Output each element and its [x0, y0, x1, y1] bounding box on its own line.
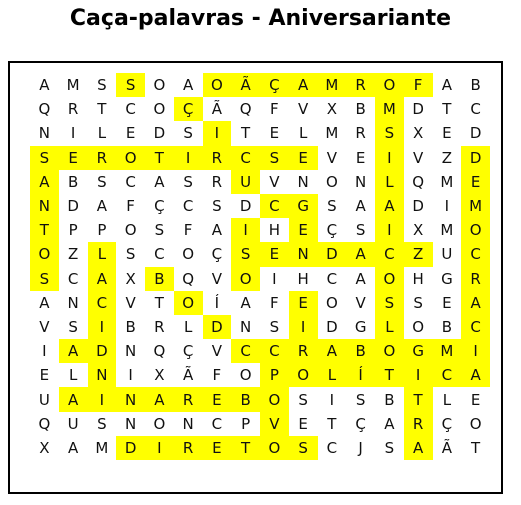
grid-cell[interactable]: M	[95, 438, 109, 457]
grid-cell[interactable]: O	[231, 267, 260, 291]
grid-cell[interactable]: L	[68, 366, 78, 385]
grid-cell[interactable]: M	[66, 76, 80, 95]
grid-cell[interactable]: O	[461, 218, 490, 242]
grid-cell[interactable]: Q	[38, 414, 51, 433]
grid-cell[interactable]: T	[154, 293, 164, 312]
grid-cell[interactable]: A	[59, 387, 88, 411]
grid-cell[interactable]: V	[355, 293, 366, 312]
grid-cell[interactable]: C	[326, 269, 338, 288]
grid-cell[interactable]: C	[433, 363, 462, 387]
grid-cell[interactable]: B	[346, 339, 375, 363]
grid-cell[interactable]: N	[182, 414, 194, 433]
grid-cell[interactable]: D	[239, 197, 252, 216]
grid-cell[interactable]: C	[67, 269, 79, 288]
grid-cell[interactable]: I	[145, 436, 174, 460]
grid-cell[interactable]: Q	[412, 172, 425, 191]
grid-cell[interactable]: F	[270, 100, 279, 119]
grid-cell[interactable]: H	[268, 221, 281, 240]
grid-cell[interactable]: O	[116, 146, 145, 170]
grid-cell[interactable]: O	[469, 414, 482, 433]
grid-cell[interactable]: I	[88, 387, 117, 411]
grid-cell[interactable]: I	[461, 339, 490, 363]
grid-cell[interactable]: A	[355, 269, 366, 288]
grid-cell[interactable]: F	[212, 366, 222, 385]
grid-cell[interactable]: X	[412, 124, 424, 143]
grid-cell[interactable]: A	[346, 242, 375, 266]
grid-cell[interactable]: L	[375, 170, 404, 194]
grid-cell[interactable]: Í	[346, 363, 375, 387]
grid-cell[interactable]: Z	[404, 242, 433, 266]
grid-cell[interactable]: S	[116, 73, 145, 97]
grid-cell[interactable]: T	[231, 436, 260, 460]
grid-cell[interactable]: I	[329, 390, 335, 409]
grid-cell[interactable]: E	[355, 148, 366, 167]
grid-cell[interactable]: Q	[239, 100, 252, 119]
letter-grid	[30, 73, 490, 484]
grid-cell[interactable]: Í	[214, 293, 220, 312]
grid-cell[interactable]: O	[260, 387, 289, 411]
grid-cell[interactable]: M	[325, 124, 339, 143]
grid-cell[interactable]: E	[203, 436, 232, 460]
grid-cell[interactable]: M	[461, 194, 490, 218]
grid-cell[interactable]: V	[39, 317, 50, 336]
grid-cell[interactable]: I	[174, 146, 203, 170]
grid-cell[interactable]: V	[211, 269, 222, 288]
grid-cell[interactable]: M	[440, 172, 454, 191]
grid-cell[interactable]: P	[97, 221, 107, 240]
grid-cell[interactable]: C	[211, 414, 223, 433]
grid-cell[interactable]: B	[67, 172, 79, 191]
grid-cell[interactable]: V	[297, 100, 309, 119]
grid-cell[interactable]: S	[413, 293, 423, 312]
grid-cell[interactable]: U	[38, 390, 50, 409]
grid-cell[interactable]: O	[153, 414, 166, 433]
grid-cell[interactable]: G	[289, 194, 318, 218]
grid-cell[interactable]: L	[318, 363, 347, 387]
grid-cell[interactable]: A	[145, 387, 174, 411]
grid-cell[interactable]: A	[375, 194, 404, 218]
grid-cell[interactable]: B	[384, 390, 395, 409]
grid-cell[interactable]: L	[298, 124, 308, 143]
grid-cell[interactable]: X	[39, 438, 50, 457]
grid-cell[interactable]: X	[154, 366, 165, 385]
grid-cell[interactable]: F	[404, 73, 433, 97]
page-title: Caça-palavras - Aniversariante	[69, 6, 452, 31]
grid-cell[interactable]: Ã	[211, 100, 222, 119]
grid-cell[interactable]: C	[88, 291, 117, 315]
grid-cell[interactable]: S	[298, 390, 308, 409]
grid-cell[interactable]: S	[327, 197, 337, 216]
grid-cell[interactable]: G	[354, 317, 367, 336]
grid-cell[interactable]: C	[470, 100, 481, 119]
grid-cell[interactable]: C	[125, 100, 136, 119]
grid-cell[interactable]: D	[318, 242, 347, 266]
grid-cell[interactable]: I	[128, 366, 133, 385]
grid-cell[interactable]: Ç	[182, 342, 194, 361]
grid-cell[interactable]: D	[412, 197, 424, 216]
grid-cell[interactable]: V	[269, 172, 280, 191]
grid-cell[interactable]: J	[358, 438, 363, 457]
grid-cell[interactable]: O	[412, 317, 425, 336]
grid-cell[interactable]: N	[67, 293, 79, 312]
grid-cell[interactable]: T	[404, 387, 433, 411]
grid-cell[interactable]: Z	[67, 245, 79, 264]
grid-cell[interactable]: A	[211, 221, 222, 240]
grid-cell[interactable]: E	[289, 146, 318, 170]
grid-cell[interactable]: R	[174, 387, 203, 411]
grid-cell[interactable]: O	[325, 293, 338, 312]
grid-cell[interactable]: V	[260, 412, 289, 436]
grid-cell[interactable]: Ç	[211, 245, 223, 264]
grid-cell[interactable]: T	[442, 100, 452, 119]
grid-cell[interactable]: A	[289, 73, 318, 97]
grid-cell[interactable]: A	[67, 438, 79, 457]
grid-cell[interactable]: E	[442, 124, 452, 143]
grid-cell[interactable]: Ç	[174, 97, 203, 121]
grid-cell[interactable]: C	[231, 146, 260, 170]
grid-cell[interactable]: S	[183, 172, 193, 191]
grid-cell[interactable]: Ç	[154, 197, 165, 216]
grid-cell[interactable]: N	[30, 194, 59, 218]
grid-cell[interactable]: I	[404, 363, 433, 387]
grid-cell[interactable]: C	[231, 339, 260, 363]
grid-cell[interactable]: S	[375, 121, 404, 145]
grid-cell[interactable]: F	[183, 221, 193, 240]
grid-cell[interactable]: H	[412, 269, 424, 288]
grid-cell[interactable]: P	[68, 221, 78, 240]
grid-cell[interactable]: S	[212, 197, 222, 216]
grid-cell[interactable]: C	[260, 339, 289, 363]
grid-cell[interactable]: E	[298, 414, 308, 433]
grid-cell[interactable]: H	[297, 269, 309, 288]
grid-cell[interactable]: E	[470, 390, 481, 409]
grid-cell[interactable]: X	[412, 221, 424, 240]
grid-cell[interactable]: N	[289, 242, 318, 266]
grid-cell[interactable]: B	[231, 387, 260, 411]
grid-cell[interactable]: S	[384, 438, 395, 457]
grid-cell[interactable]: C	[125, 172, 136, 191]
grid-cell[interactable]: L	[442, 390, 452, 409]
grid-cell[interactable]: C	[461, 315, 490, 339]
grid-cell[interactable]: S	[289, 436, 318, 460]
grid-cell[interactable]: O	[124, 221, 137, 240]
grid-cell[interactable]: A	[441, 76, 452, 95]
grid-cell[interactable]: E	[461, 170, 490, 194]
grid-cell[interactable]: V	[412, 148, 424, 167]
grid-cell[interactable]: S	[154, 221, 165, 240]
grid-cell[interactable]: S	[231, 242, 260, 266]
grid-cell[interactable]: S	[97, 76, 107, 95]
grid-cell[interactable]: D	[67, 197, 79, 216]
grid-cell[interactable]: R	[67, 100, 79, 119]
grid-cell[interactable]: I	[203, 121, 232, 145]
grid-cell[interactable]: S	[355, 390, 366, 409]
grid-cell[interactable]: I	[42, 342, 47, 361]
grid-cell[interactable]: F	[126, 197, 135, 216]
grid-cell[interactable]: S	[68, 317, 78, 336]
grid-cell[interactable]: T	[471, 438, 481, 457]
grid-cell[interactable]: R	[88, 146, 117, 170]
grid-cell[interactable]: S	[183, 124, 193, 143]
grid-cell[interactable]: B	[125, 317, 136, 336]
grid-cell[interactable]: E	[125, 124, 136, 143]
grid-cell[interactable]: A	[30, 170, 59, 194]
grid-cell[interactable]: O	[203, 73, 232, 97]
grid-cell[interactable]: L	[183, 317, 193, 336]
grid-cell[interactable]: P	[260, 363, 289, 387]
grid-cell[interactable]: V	[125, 293, 136, 312]
grid-cell[interactable]: E	[289, 291, 318, 315]
grid-cell[interactable]: Ç	[441, 414, 453, 433]
grid-cell[interactable]: Q	[153, 342, 166, 361]
grid-cell[interactable]: Ç	[260, 73, 289, 97]
grid-cell[interactable]: S	[355, 221, 366, 240]
grid-cell[interactable]: R	[346, 73, 375, 97]
grid-cell[interactable]: D	[461, 146, 490, 170]
grid-cell[interactable]: V	[211, 342, 222, 361]
grid-cell[interactable]: G	[441, 269, 453, 288]
grid-cell[interactable]: L	[97, 124, 107, 143]
grid-cell[interactable]: Ç	[326, 221, 338, 240]
grid-cell[interactable]: A	[461, 363, 490, 387]
grid-cell[interactable]: N	[240, 317, 252, 336]
grid-cell[interactable]: I	[231, 218, 260, 242]
grid-cell[interactable]: B	[145, 267, 174, 291]
grid-cell[interactable]: B	[355, 100, 366, 119]
grid-cell[interactable]: D	[412, 100, 424, 119]
grid-cell[interactable]: T	[327, 414, 337, 433]
grid-cell[interactable]: M	[433, 339, 462, 363]
grid-cell[interactable]: S	[125, 245, 136, 264]
grid-cell[interactable]: A	[39, 76, 50, 95]
grid-cell[interactable]: I	[375, 218, 404, 242]
grid-cell[interactable]: Ã	[182, 366, 194, 385]
grid-cell[interactable]: F	[270, 293, 279, 312]
grid-cell[interactable]: D	[326, 317, 338, 336]
grid-cell[interactable]: D	[88, 339, 117, 363]
grid-cell[interactable]: R	[154, 317, 165, 336]
grid-cell[interactable]: R	[174, 436, 203, 460]
grid-cell[interactable]: E	[203, 387, 232, 411]
grid-cell[interactable]: T	[241, 124, 251, 143]
grid-cell[interactable]: X	[125, 269, 136, 288]
grid-cell[interactable]: U	[67, 414, 79, 433]
grid-cell[interactable]: S	[30, 146, 59, 170]
grid-cell[interactable]: L	[375, 315, 404, 339]
grid-cell[interactable]: E	[289, 218, 318, 242]
grid-cell[interactable]: O	[182, 245, 195, 264]
grid-cell[interactable]: O	[153, 76, 166, 95]
grid-cell[interactable]: M	[375, 97, 404, 121]
grid-cell[interactable]: S	[375, 291, 404, 315]
grid-cell[interactable]: A	[88, 267, 117, 291]
grid-cell[interactable]: R	[203, 146, 232, 170]
grid-cell[interactable]: D	[116, 436, 145, 460]
grid-cell[interactable]: O	[260, 436, 289, 460]
grid-cell[interactable]: Ç	[355, 414, 366, 433]
grid-cell[interactable]: N	[355, 172, 367, 191]
grid-cell[interactable]: A	[384, 414, 395, 433]
grid-cell[interactable]: T	[145, 146, 174, 170]
grid-cell[interactable]: O	[375, 73, 404, 97]
grid-cell[interactable]: Q	[182, 269, 195, 288]
grid-cell[interactable]: S	[97, 414, 107, 433]
grid-cell[interactable]: P	[241, 414, 251, 433]
grid-cell[interactable]: R	[355, 124, 366, 143]
grid-cell[interactable]: S	[30, 267, 59, 291]
grid-cell[interactable]: B	[470, 76, 481, 95]
grid-cell[interactable]: C	[461, 242, 490, 266]
grid-cell[interactable]: S	[269, 317, 280, 336]
grid-cell[interactable]: X	[326, 100, 338, 119]
grid-cell[interactable]: S	[97, 172, 107, 191]
grid-cell[interactable]: E	[39, 366, 50, 385]
word-search-board	[8, 61, 503, 494]
grid-cell[interactable]: I	[375, 146, 404, 170]
grid-cell[interactable]: A	[96, 197, 107, 216]
grid-cell[interactable]: A	[461, 291, 490, 315]
grid-cell[interactable]: G	[404, 339, 433, 363]
grid-cell[interactable]: R	[211, 172, 223, 191]
grid-cell[interactable]: N	[38, 124, 50, 143]
grid-cell[interactable]: M	[440, 221, 454, 240]
grid-cell[interactable]: C	[154, 245, 165, 264]
grid-cell[interactable]: E	[269, 124, 280, 143]
grid-cell[interactable]: D	[153, 124, 166, 143]
grid-cell[interactable]: I	[289, 315, 318, 339]
grid-cell[interactable]: M	[318, 73, 347, 97]
grid-cell[interactable]: V	[326, 148, 337, 167]
grid-cell[interactable]: C	[326, 438, 338, 457]
grid-cell[interactable]: O	[153, 100, 166, 119]
grid-cell[interactable]: C	[375, 242, 404, 266]
grid-cell[interactable]: C	[182, 197, 194, 216]
grid-cell[interactable]: U	[231, 170, 260, 194]
grid-cell[interactable]: A	[182, 76, 194, 95]
grid-cell[interactable]: I	[444, 197, 450, 216]
grid-cell[interactable]: A	[59, 339, 88, 363]
grid-cell[interactable]: O	[174, 291, 203, 315]
grid-cell[interactable]: E	[59, 146, 88, 170]
grid-cell[interactable]: T	[375, 363, 404, 387]
grid-cell[interactable]: Q	[38, 100, 51, 119]
grid-cell[interactable]: N	[125, 342, 137, 361]
grid-cell[interactable]: O	[289, 363, 318, 387]
grid-cell[interactable]: Z	[441, 148, 453, 167]
grid-cell[interactable]: E	[260, 242, 289, 266]
grid-cell[interactable]: N	[88, 363, 117, 387]
grid-cell[interactable]: Ã	[441, 438, 452, 457]
grid-cell[interactable]: O	[375, 267, 404, 291]
grid-cell[interactable]: S	[260, 146, 289, 170]
grid-cell[interactable]: L	[88, 242, 117, 266]
grid-cell[interactable]: U	[441, 245, 453, 264]
grid-cell[interactable]: I	[88, 315, 117, 339]
grid-cell[interactable]: C	[260, 194, 289, 218]
grid-cell[interactable]: A	[318, 339, 347, 363]
grid-cell[interactable]: O	[325, 172, 338, 191]
grid-cell[interactable]: Ã	[231, 73, 260, 97]
grid-cell[interactable]: A	[404, 436, 433, 460]
grid-cell[interactable]: E	[442, 293, 452, 312]
grid-cell[interactable]: A	[154, 172, 165, 191]
grid-cell[interactable]: B	[441, 317, 453, 336]
grid-cell[interactable]: I	[272, 269, 277, 288]
grid-cell[interactable]: D	[469, 124, 482, 143]
grid-cell[interactable]: T	[97, 100, 107, 119]
grid-cell[interactable]: N	[116, 387, 145, 411]
grid-cell[interactable]: O	[30, 242, 59, 266]
grid-cell[interactable]: R	[289, 339, 318, 363]
grid-cell[interactable]: R	[404, 412, 433, 436]
grid-cell[interactable]: N	[297, 172, 309, 191]
grid-cell[interactable]: A	[355, 197, 366, 216]
grid-cell[interactable]: A	[39, 293, 50, 312]
grid-cell[interactable]: I	[70, 124, 76, 143]
grid-cell[interactable]: D	[203, 315, 232, 339]
grid-cell[interactable]: O	[375, 339, 404, 363]
grid-cell[interactable]: T	[30, 218, 59, 242]
grid-cell[interactable]: R	[461, 267, 490, 291]
grid-cell[interactable]: N	[125, 414, 137, 433]
grid-cell[interactable]: A	[240, 293, 251, 312]
grid-cell[interactable]: O	[239, 366, 252, 385]
